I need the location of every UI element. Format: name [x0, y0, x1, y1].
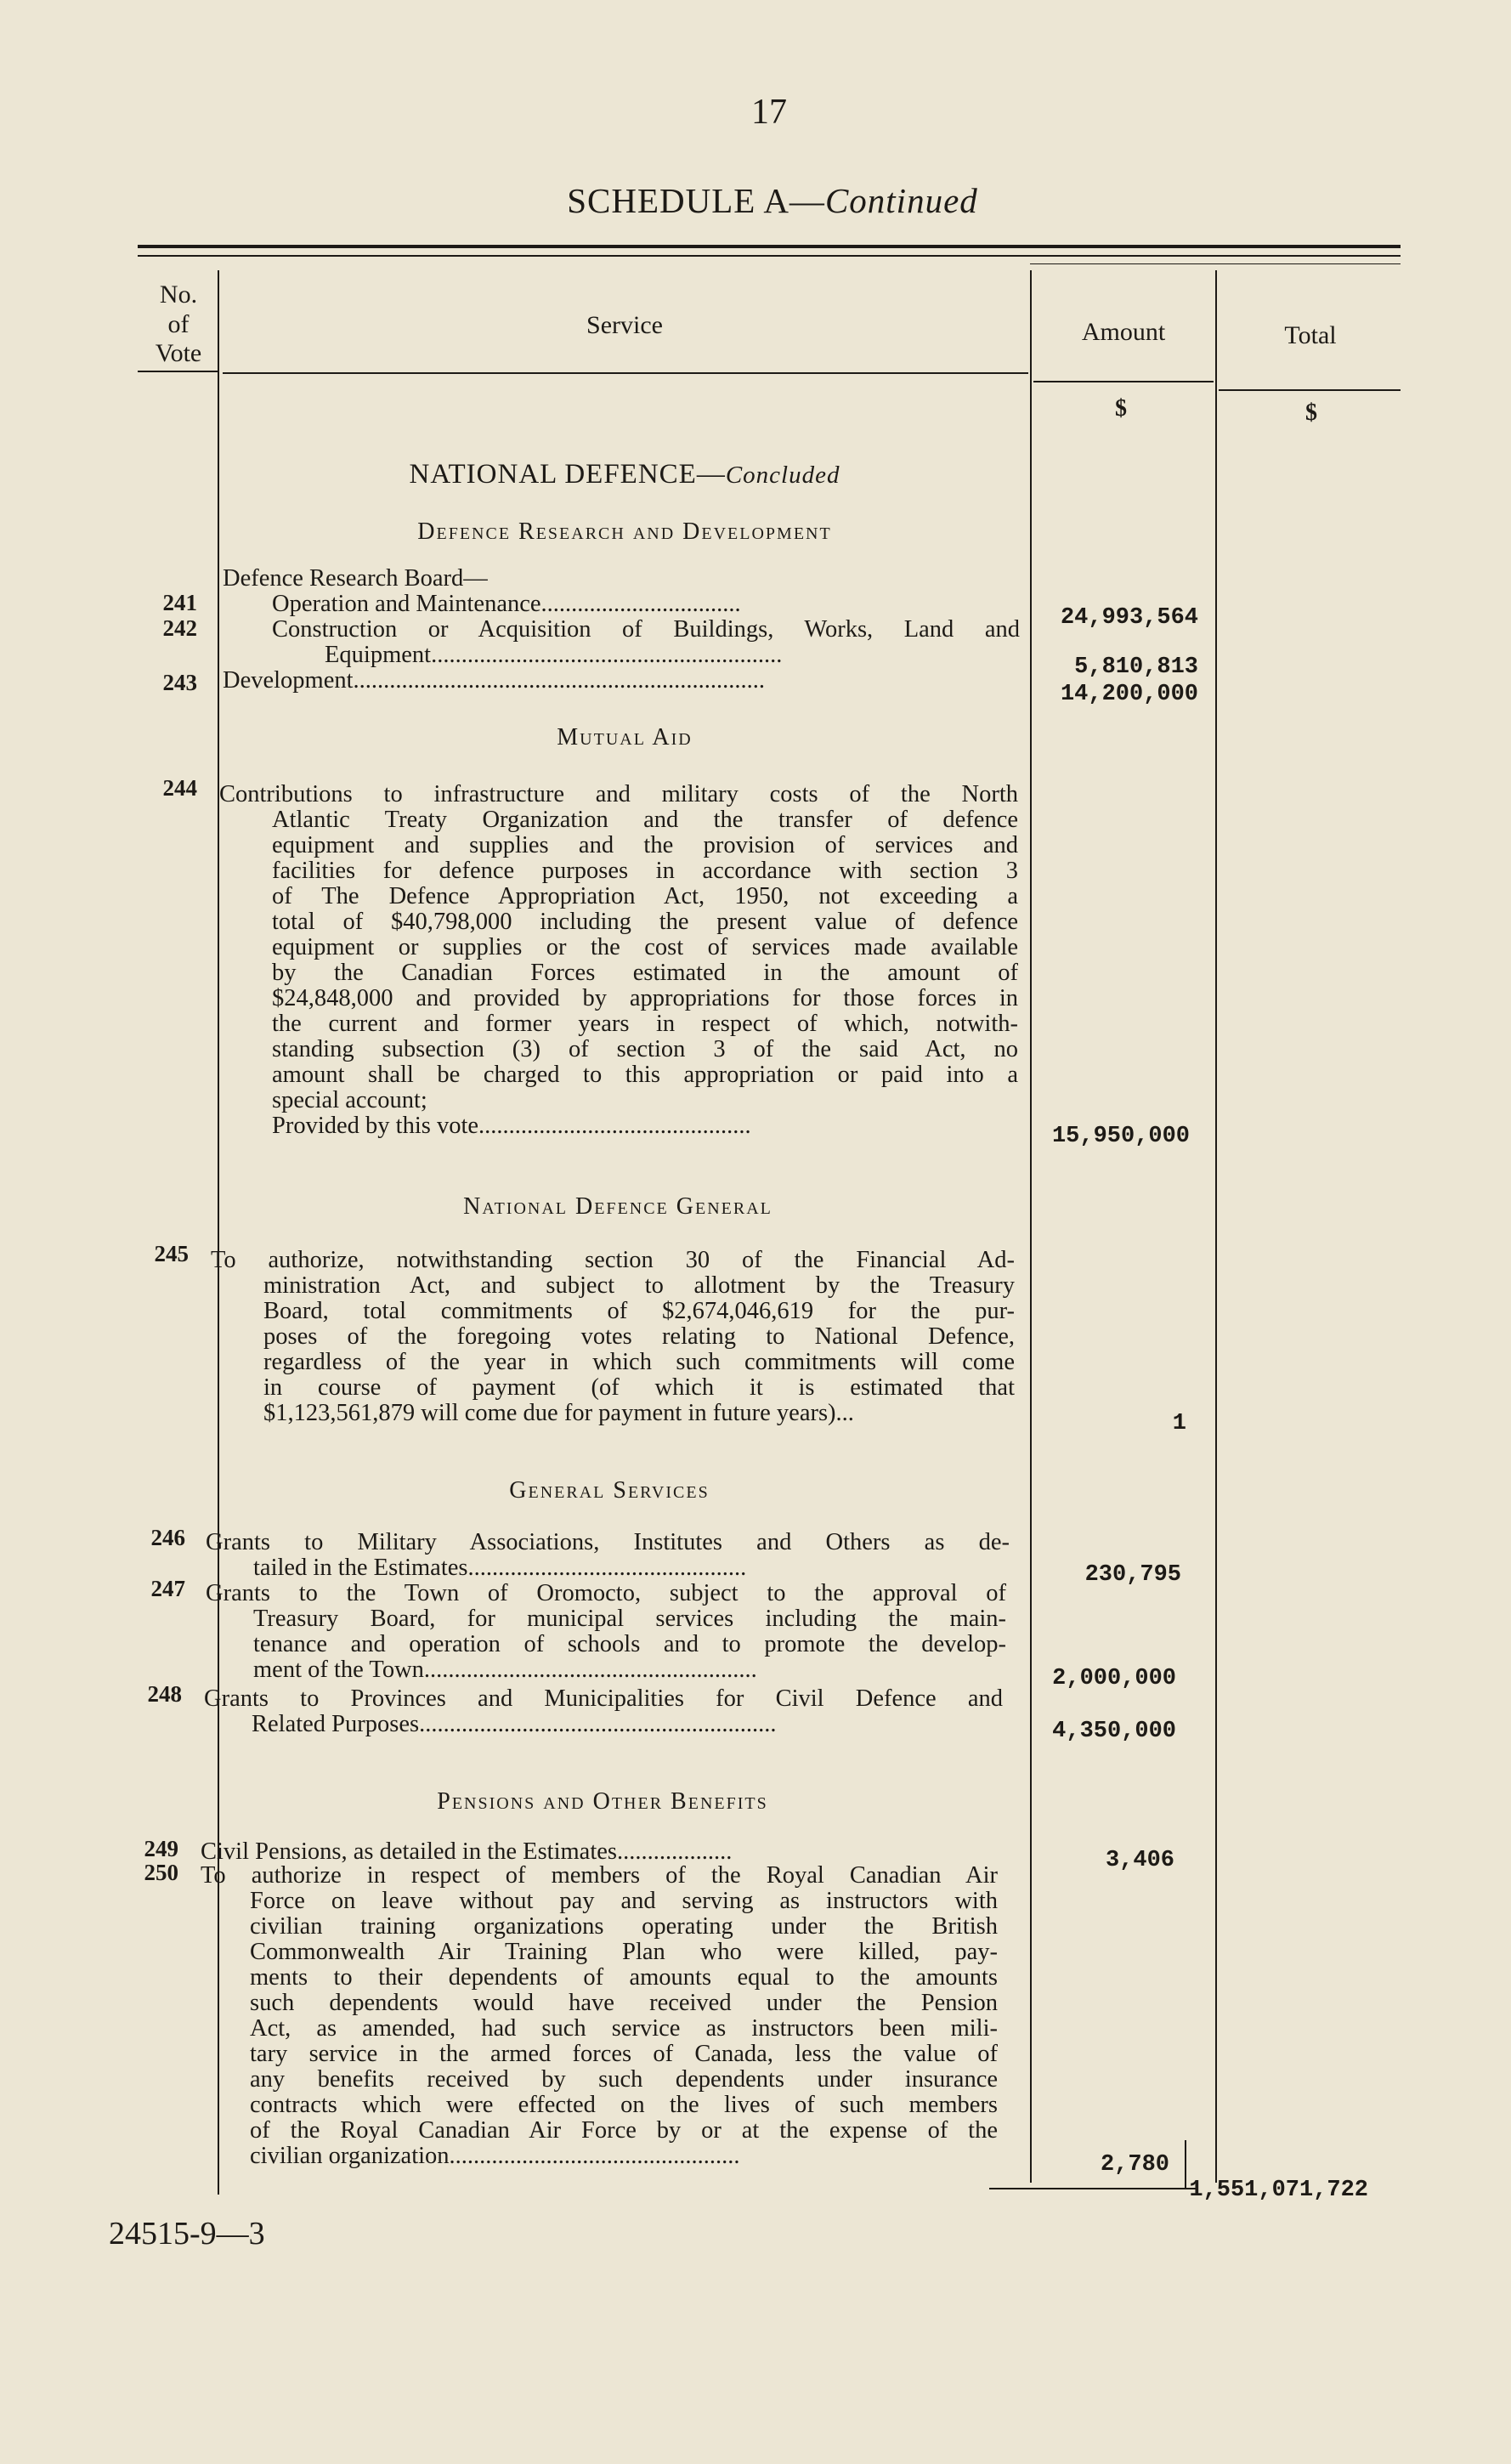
service-line: Act, as amended, had such service as instructors been mili-	[250, 2015, 998, 2042]
service-line: any benefits received by such dependents under insurance	[250, 2066, 998, 2093]
vote-number: 241	[162, 590, 197, 615]
top-rule-thick	[138, 245, 1401, 248]
service-line: equipment or supplies or the cost of services made available	[272, 934, 1018, 960]
service-line: in course of payment (of which it is estimated that	[263, 1374, 1015, 1401]
service-line: tenance and operation of schools and to promote the develop-	[253, 1631, 1006, 1657]
service-line: Grants to Provinces and Municipalities for Civil Defence and	[204, 1685, 1003, 1712]
subhead-national-defence-general: National Defence General	[463, 1193, 772, 1220]
section-heading	[219, 459, 1030, 490]
amount-value: 3,406	[1105, 1848, 1174, 1873]
service-line: Civil Pensions, as detailed in the Estimates...................	[201, 1839, 733, 1865]
section-heading-main: NATIONAL DEFENCE—	[409, 459, 726, 490]
header-amount: Amount	[1081, 318, 1166, 346]
schedule-title-main: SCHEDULE A—	[567, 181, 825, 220]
grand-total: 1,551,071,722	[1189, 2178, 1368, 2203]
service-line: Force on leave without pay and serving as instructors with	[250, 1888, 998, 1914]
service-line: Treasury Board, for municipal services including the main-	[253, 1606, 1006, 1632]
service-line: $24,848,000 and provided by appropriations for those forces in	[272, 985, 1018, 1011]
service-line: regardless of the year in which such commitments will come	[263, 1349, 1015, 1375]
subhead-mutual-aid: Mutual Aid	[557, 724, 693, 751]
schedule-title-italic: Continued	[824, 181, 978, 220]
vote-number: 243	[162, 670, 197, 695]
service-line: amount shall be charged to this appropriation or paid into a	[272, 1062, 1018, 1088]
service-line: Development....................................................................	[223, 668, 766, 694]
service-line: special account;	[272, 1087, 427, 1113]
amount-value: 14,200,000	[1060, 682, 1198, 707]
service-line: of the Royal Canadian Air Force by or at the expense of the	[250, 2117, 998, 2144]
total-currency: $	[1305, 399, 1317, 426]
service-line: Related Purposes...........................................................	[252, 1712, 777, 1737]
service-line: To authorize, notwithstanding section 30 of the Financial Ad-	[211, 1247, 1015, 1273]
vote-number: 246	[150, 1525, 185, 1550]
section-heading-italic: Concluded	[725, 462, 840, 489]
subhead-general-services: General Services	[509, 1477, 710, 1504]
page-number: 17	[751, 93, 787, 132]
vote-number: 248	[147, 1681, 182, 1707]
service-line: civilian organization................................................	[250, 2144, 740, 2169]
header-service: Service	[586, 311, 663, 339]
service-line: by the Canadian Forces estimated in the amount of	[272, 960, 1018, 986]
service-line: such dependents would have received under the Pension	[250, 1990, 998, 2016]
service-line: Board, total commitments of $2,674,046,619 for the pur-	[263, 1298, 1015, 1324]
amount-value: 15,950,000	[1051, 1124, 1190, 1149]
amount-value: 230,795	[1084, 1562, 1181, 1588]
service-line: Provided by this vote.............................................	[272, 1113, 751, 1139]
amount-value: 4,350,000	[1052, 1719, 1176, 1744]
service-line: Equipment..........................................................	[325, 643, 783, 668]
service-line: Construction or Acquisition of Buildings, Works, Land and	[272, 616, 1020, 643]
footer-code: 24515-9—3	[109, 2216, 265, 2252]
service-line: Operation and Maintenance.................................	[272, 592, 741, 617]
amount-total-rule	[989, 2188, 1197, 2189]
service-line: total of $40,798,000 including the present value of defence	[272, 909, 1018, 935]
amount-value: 24,993,564	[1060, 605, 1198, 631]
top-rule-thin-2	[1030, 263, 1401, 264]
service-line: Atlantic Treaty Organization and the transfer of defence	[272, 807, 1018, 833]
service-line: the current and former years in respect of which, notwith-	[272, 1011, 1018, 1037]
amount-value: 2,780	[1100, 2152, 1169, 2178]
header-vote: No. of Vote	[155, 280, 202, 367]
schedule-title	[0, 180, 1511, 221]
amount-value: 5,810,813	[1074, 654, 1198, 680]
service-line: equipment and supplies and the provision of services and	[272, 832, 1018, 858]
service-line: Grants to Military Associations, Institutes and Others as de-	[206, 1529, 1010, 1555]
service-line: Commonwealth Air Training Plan who were killed, pay-	[250, 1939, 998, 1965]
amount-value: 2,000,000	[1052, 1666, 1176, 1691]
service-line: standing subsection (3) of section 3 of the said Act, no	[272, 1036, 1018, 1062]
header-rule-vote	[138, 371, 218, 372]
subhead-defence-research: Defence Research and Development	[417, 518, 832, 545]
vote-number: 249	[144, 1836, 178, 1861]
service-line: contracts which were effected on the lives of such members	[250, 2092, 998, 2118]
service-line: Grants to the Town of Oromocto, subject to the approval of	[206, 1580, 1006, 1606]
service-line: ments to their dependents of amounts equal to the amounts	[250, 1964, 998, 1991]
vote-number: 244	[162, 775, 197, 801]
amount-left-rule	[1030, 270, 1032, 2183]
amount-currency: $	[1115, 395, 1127, 422]
service-line: Contributions to infrastructure and military costs of the North	[219, 781, 1018, 807]
service-line: $1,123,561,879 will come due for payment in future years)...	[263, 1400, 854, 1426]
subhead-pensions: Pensions and Other Benefits	[437, 1788, 768, 1815]
service-line: tailed in the Estimates..............................................	[253, 1555, 747, 1581]
vote-number: 245	[154, 1241, 189, 1266]
header-total: Total	[1284, 321, 1337, 349]
service-line: poses of the foregoing votes relating to National Defence,	[263, 1323, 1015, 1350]
service-line: ministration Act, and subject to allotment by the Treasury	[263, 1272, 1015, 1299]
header-rule-amount	[1033, 381, 1214, 382]
header-rule-service	[223, 372, 1028, 374]
service-line: civilian training organizations operating under the British	[250, 1913, 998, 1940]
service-line: facilities for defence purposes in accordance with section 3	[272, 858, 1018, 884]
top-rule-thin	[138, 255, 1401, 257]
header-rule-total	[1219, 389, 1401, 391]
service-line: of The Defence Appropriation Act, 1950, not exceeding a	[272, 883, 1018, 909]
vote-number: 250	[144, 1860, 178, 1885]
vote-column-rule	[218, 270, 219, 2195]
vote-number: 242	[162, 615, 197, 641]
service-line: ment of the Town.......................................................	[253, 1657, 757, 1683]
amount-value: 1	[1172, 1411, 1186, 1436]
defence-research-board-label: Defence Research Board—	[223, 565, 488, 592]
service-line: To authorize in respect of members of the Royal Canadian Air	[201, 1862, 998, 1889]
amount-right-rule	[1215, 270, 1217, 2183]
service-line: tary service in the armed forces of Canada, less the value of	[250, 2041, 998, 2067]
vote-number: 247	[150, 1576, 185, 1601]
